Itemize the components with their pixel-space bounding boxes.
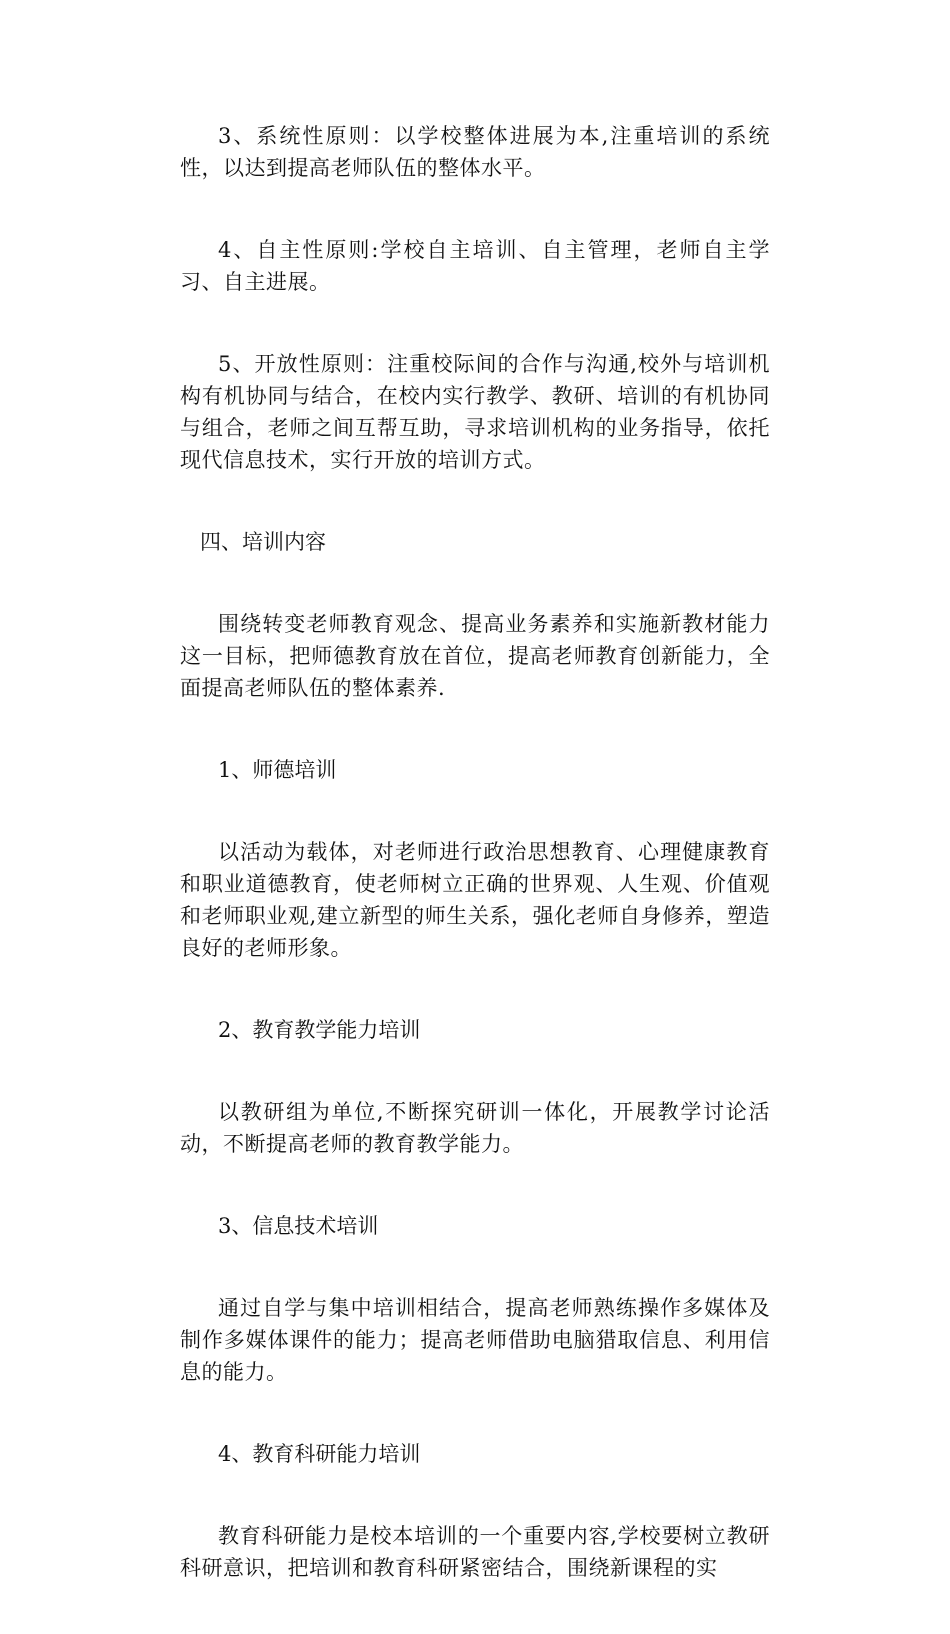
subheading-ethics-training: 1、师德培训 bbox=[218, 758, 337, 782]
subheading-it-training: 3、信息技术培训 bbox=[218, 1214, 379, 1238]
training-content-intro-paragraph: 围绕转变老师教育观念、提高业务素养和实施新教材能力这一目标，把师德教育放在首位，提高老师教育创新能力，全面提高老师队伍的整体素养. bbox=[180, 612, 770, 700]
it-training-paragraph: 通过自学与集中培训相结合，提高老师熟练操作多媒体及制作多媒体课件的能力；提高老师借助电脑猎取信息、利用信息的能力。 bbox=[180, 1296, 770, 1384]
research-ability-paragraph: 教育科研能力是校本培训的一个重要内容,学校要树立教研科研意识，把培训和教育科研紧密结合，围绕新课程的实 bbox=[180, 1524, 770, 1580]
subheading-research-ability-training: 4、教育科研能力培训 bbox=[218, 1442, 421, 1466]
section-heading-training-content: 四、培训内容 bbox=[200, 530, 326, 554]
principle-5-paragraph: 5、开放性原则：注重校际间的合作与沟通,校外与培训机构有机协同与结合，在校内实行教学、教研、培训的有机协同与组合，老师之间互帮互助，寻求培训机构的业务指导，依托现代信息技术，实行开放的培训方式。 bbox=[180, 352, 770, 472]
teaching-ability-paragraph: 以教研组为单位,不断探究研训一体化，开展教学讨论活动，不断提高老师的教育教学能力。 bbox=[180, 1100, 770, 1156]
ethics-training-paragraph: 以活动为载体，对老师进行政治思想教育、心理健康教育和职业道德教育，使老师树立正确的世界观、人生观、价值观和老师职业观,建立新型的师生关系，强化老师自身修养，塑造良好的老师形象。 bbox=[180, 840, 770, 960]
subheading-teaching-ability-training: 2、教育教学能力培训 bbox=[218, 1018, 421, 1042]
principle-3-paragraph: 3、系统性原则：以学校整体进展为本,注重培训的系统性，以达到提高老师队伍的整体水平。 bbox=[180, 124, 770, 180]
document-body bbox=[180, 120, 770, 1634]
principle-4-paragraph: 4、自主性原则:学校自主培训、自主管理，老师自主学习、自主进展。 bbox=[180, 238, 770, 294]
